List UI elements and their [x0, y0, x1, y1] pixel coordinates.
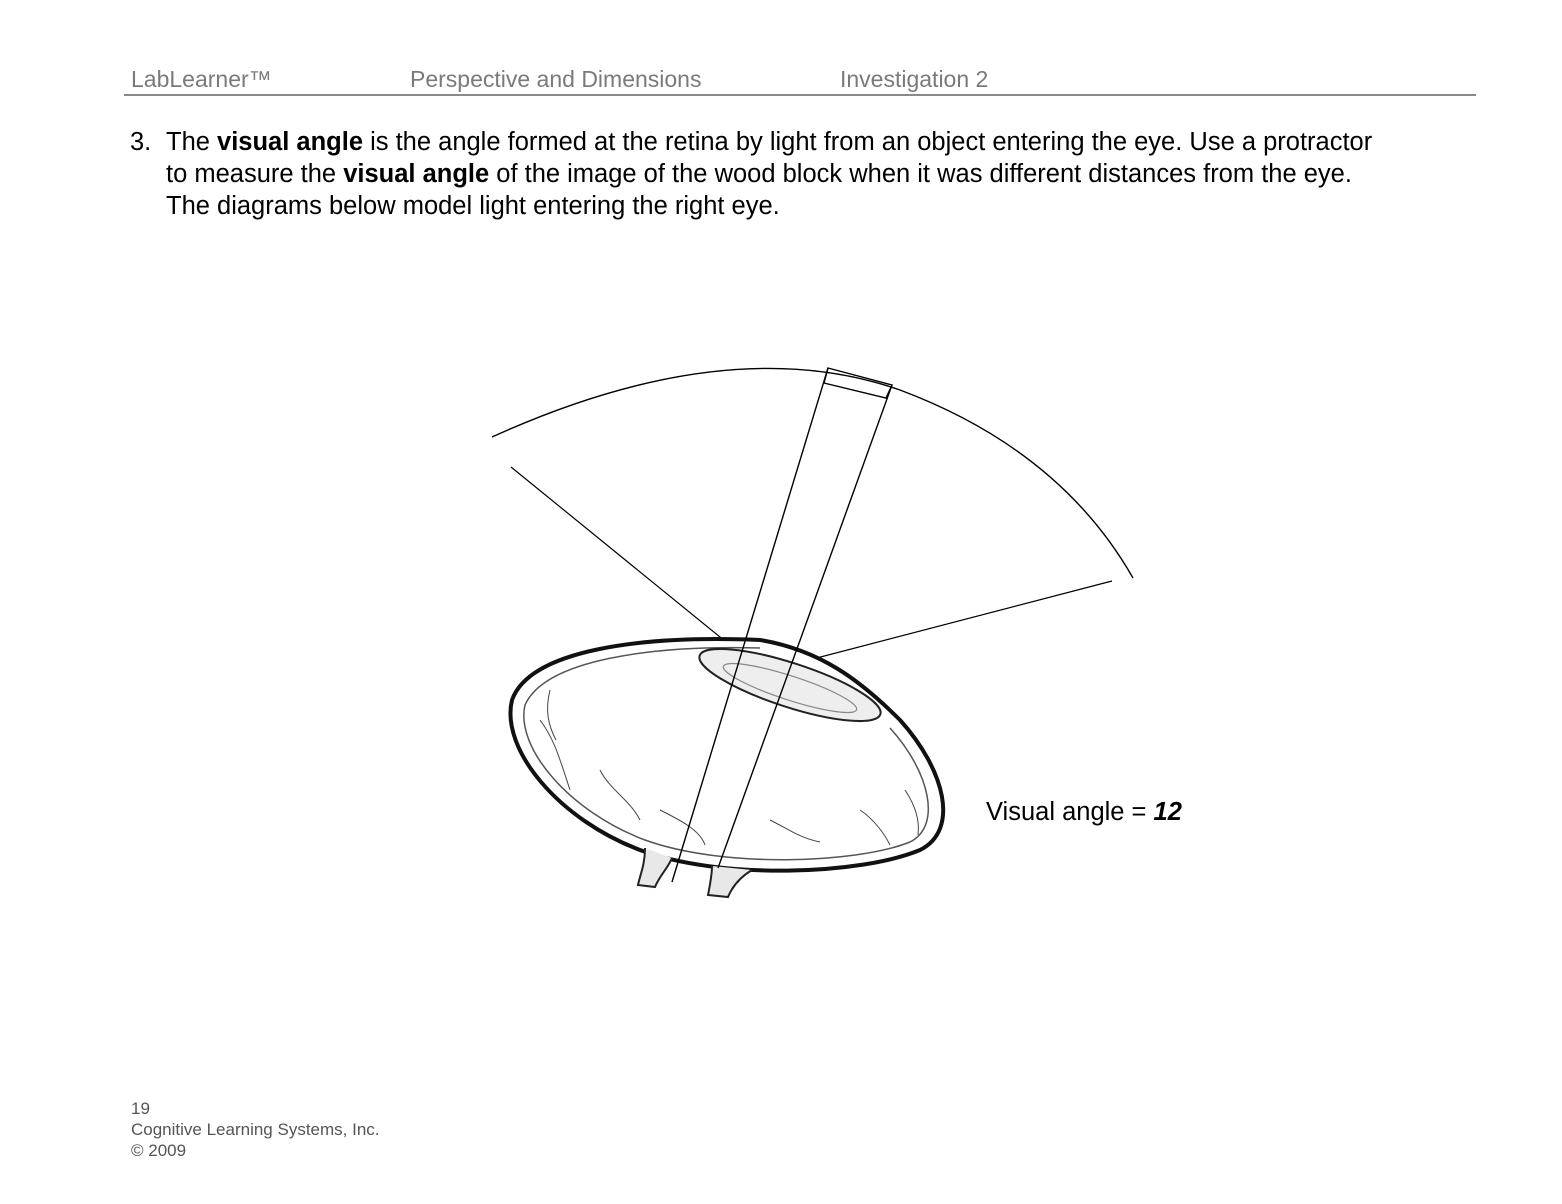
header-module-title: Perspective and Dimensions — [410, 66, 702, 92]
protractor-arc — [492, 368, 1133, 578]
header-brand: LabLearner™ — [131, 66, 272, 92]
wood-block — [824, 368, 892, 398]
page-number: 19 — [131, 1099, 150, 1118]
footer-company: Cognitive Learning Systems, Inc. — [131, 1120, 380, 1139]
eyeball-illustration — [510, 635, 943, 897]
term-visual-angle: visual angle — [217, 128, 364, 156]
question-number: 3. — [130, 128, 152, 156]
question-line-2: to measure the visual angle of the image of the wood block when it was different distances from the eye. — [166, 160, 1352, 188]
question-line-3: The diagrams below model light entering the right eye. — [166, 192, 780, 220]
page-footer — [131, 1098, 380, 1161]
visual-angle-answer: Visual angle = 12 — [986, 798, 1182, 826]
footer-copyright: © 2009 — [131, 1141, 187, 1160]
term-visual-angle: visual angle — [343, 160, 490, 188]
header-investigation: Investigation 2 — [840, 66, 989, 92]
question-line-1: The visual angle is the angle formed at the retina by light from an object entering the eye. Use a protractor — [166, 128, 1373, 156]
visual-angle-value: 12 — [1153, 798, 1182, 826]
